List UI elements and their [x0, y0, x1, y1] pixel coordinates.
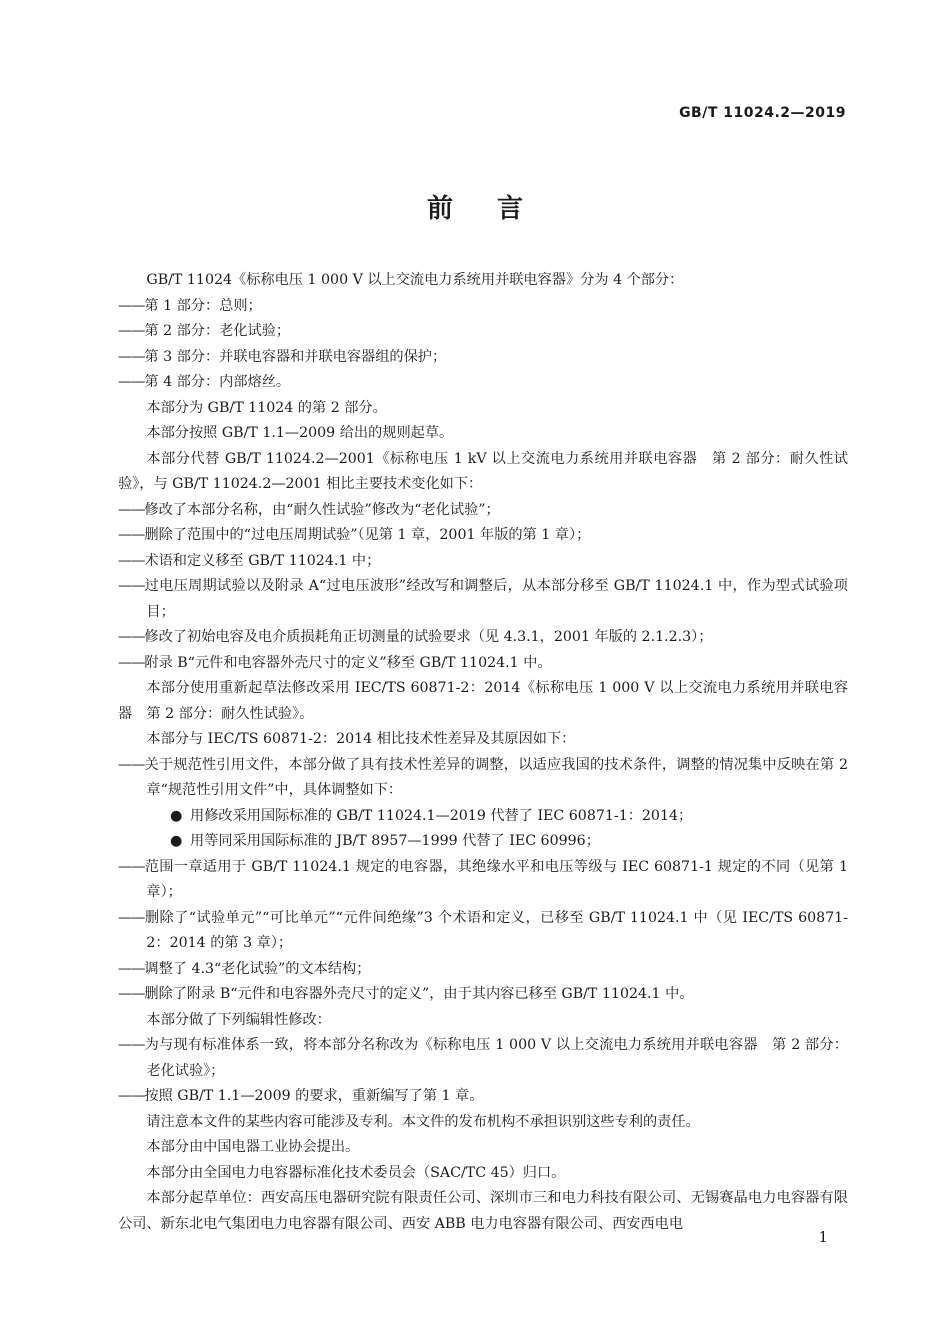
list-item	[118, 1084, 848, 1110]
document-body	[118, 268, 848, 1237]
list-item-text: 修改了本部分名称，由“耐久性试验”修改为“老化试验”；	[144, 501, 500, 518]
list-item-text: 调整了 4.3“老化试验”的文本结构；	[144, 960, 371, 977]
paragraph: 本部分做了下列编辑性修改：	[146, 1011, 331, 1028]
page-title: 前言	[426, 194, 567, 224]
bullet-icon: ●	[170, 833, 183, 849]
list-item-text: 为与现有标准体系一致，将本部分名称改为《标称电压 1 000 V 以上交流电力系统用并联电容器 第 2 部分：老化试验》；	[144, 1037, 848, 1079]
bullet-item	[118, 804, 848, 830]
dash-marker: ——	[118, 960, 145, 977]
list-item	[118, 753, 848, 804]
dash-marker: ——	[118, 374, 145, 390]
list-item	[118, 651, 848, 677]
list-item-text: 范围一章适用于 GB/T 11024.1 规定的电容器，其绝缘水平和电压等级与 IEC 60871-1 规定的不同（见第 1 章）；	[144, 858, 848, 900]
bullet-item-text: 用等同采用国际标准的 JB/T 8957—1999 代替了 IEC 60996；	[190, 833, 600, 849]
list-item	[118, 498, 848, 524]
dash-marker: ——	[118, 756, 145, 773]
dash-marker: ——	[118, 629, 145, 645]
list-item-text: 术语和定义移至 GB/T 11024.1 中；	[144, 552, 381, 569]
list-item-text: 删除了“试验单元”“可比单元”“元件间绝缘”3 个术语和定义，已移至 GB/T 11024.1 中（见 IEC/TS 60871-2：2014 的第 3 章）；	[144, 909, 848, 951]
paragraph: GB/T 11024《标称电压 1 000 V 以上交流电力系统用并联电容器》分为 4 个部分：	[146, 272, 684, 288]
standard-code: GB/T 11024.2—2019	[679, 105, 846, 121]
list-item	[118, 370, 848, 396]
paragraph: 本部分代替 GB/T 11024.2—2001《标称电压 1 kV 以上交流电力系统用并联电容器 第 2 部分：耐久性试验》，与 GB/T 11024.2—2001 相比主要技术变化如下：	[118, 450, 848, 492]
dash-marker: ——	[118, 1037, 145, 1053]
paragraph: 本部分为 GB/T 11024 的第 2 部分。	[146, 399, 387, 416]
list-item-text: 第 1 部分：总则；	[144, 297, 262, 314]
list-item	[118, 523, 848, 549]
dash-marker: ——	[118, 986, 145, 1002]
list-item-text: 第 3 部分：并联电容器和并联电容器组的保护；	[144, 348, 447, 365]
paragraph: 本部分由中国电器工业协会提出。	[146, 1139, 360, 1155]
list-item-text: 第 2 部分：老化试验；	[144, 323, 291, 339]
dash-marker: ——	[118, 348, 145, 365]
list-item	[118, 319, 848, 345]
dash-marker: ——	[118, 578, 145, 594]
list-item-text: 第 4 部分：内部熔丝。	[144, 374, 291, 390]
list-item	[118, 1033, 848, 1084]
dash-marker: ——	[118, 323, 145, 339]
dash-marker: ——	[118, 501, 145, 518]
list-item	[118, 957, 848, 983]
list-item-text: 修改了初始电容及电介质损耗角正切测量的试验要求（见 4.3.1，2001 年版的 2.1.2.3）；	[144, 629, 713, 645]
paragraph: 本部分与 IEC/TS 60871-2：2014 相比技术性差异及其原因如下：	[146, 731, 576, 747]
list-item	[118, 549, 848, 575]
list-item	[118, 982, 848, 1008]
dash-marker: ——	[118, 858, 145, 875]
paragraph: 本部分按照 GB/T 1.1—2009 给出的规则起草。	[146, 425, 454, 441]
list-item-text: 删除了附录 B“元件和电容器外壳尺寸的定义”，由于其内容已移至 GB/T 11024.1 中。	[144, 986, 694, 1002]
list-item-text: 附录 B“元件和电容器外壳尺寸的定义”移至 GB/T 11024.1 中。	[144, 654, 552, 671]
list-item	[118, 855, 848, 906]
dash-marker: ——	[118, 527, 145, 543]
list-item	[118, 345, 848, 371]
dash-marker: ——	[118, 297, 145, 314]
list-item-text: 删除了范围中的“过电压周期试验”（见第 1 章，2001 年版的第 1 章）；	[144, 527, 591, 543]
paragraph: 本部分使用重新起草法修改采用 IEC/TS 60871-2：2014《标称电压 1 000 V 以上交流电力系统用并联电容器 第 2 部分：耐久性试验》。	[118, 680, 848, 722]
list-item	[118, 906, 848, 957]
paragraph: 请注意本文件的某些内容可能涉及专利。本文件的发布机构不承担识别这些专利的责任。	[146, 1113, 700, 1130]
paragraph: 本部分由全国电力电容器标准化技术委员会（SAC/TC 45）归口。	[146, 1164, 566, 1181]
dash-marker: ——	[118, 909, 145, 926]
dash-marker: ——	[118, 654, 145, 671]
page-number: 1	[818, 1228, 828, 1246]
bullet-icon: ●	[170, 807, 183, 824]
bullet-item-text: 用修改采用国际标准的 GB/T 11024.1—2019 代替了 IEC 60871-1：2014；	[190, 807, 693, 824]
dash-marker: ——	[118, 1088, 145, 1104]
list-item	[118, 294, 848, 320]
list-item-text: 过电压周期试验以及附录 A“过电压波形”经改写和调整后，从本部分移至 GB/T 11024.1 中，作为型式试验项目；	[144, 578, 848, 620]
list-item	[118, 625, 848, 651]
list-item-text: 按照 GB/T 1.1—2009 的要求，重新编写了第 1 章。	[144, 1088, 484, 1104]
dash-marker: ——	[118, 552, 145, 569]
list-item	[118, 574, 848, 625]
list-item-text: 关于规范性引用文件，本部分做了具有技术性差异的调整，以适应我国的技术条件，调整的情况集中反映在第 2 章“规范性引用文件”中，具体调整如下：	[144, 756, 848, 798]
paragraph: 本部分起草单位：西安高压电器研究院有限责任公司、深圳市三和电力科技有限公司、无锡赛晶电力电容器有限公司、新东北电气集团电力电容器有限公司、西安 ABB 电力电容器有限公司、西安西电电	[118, 1190, 848, 1232]
bullet-item	[118, 829, 848, 855]
